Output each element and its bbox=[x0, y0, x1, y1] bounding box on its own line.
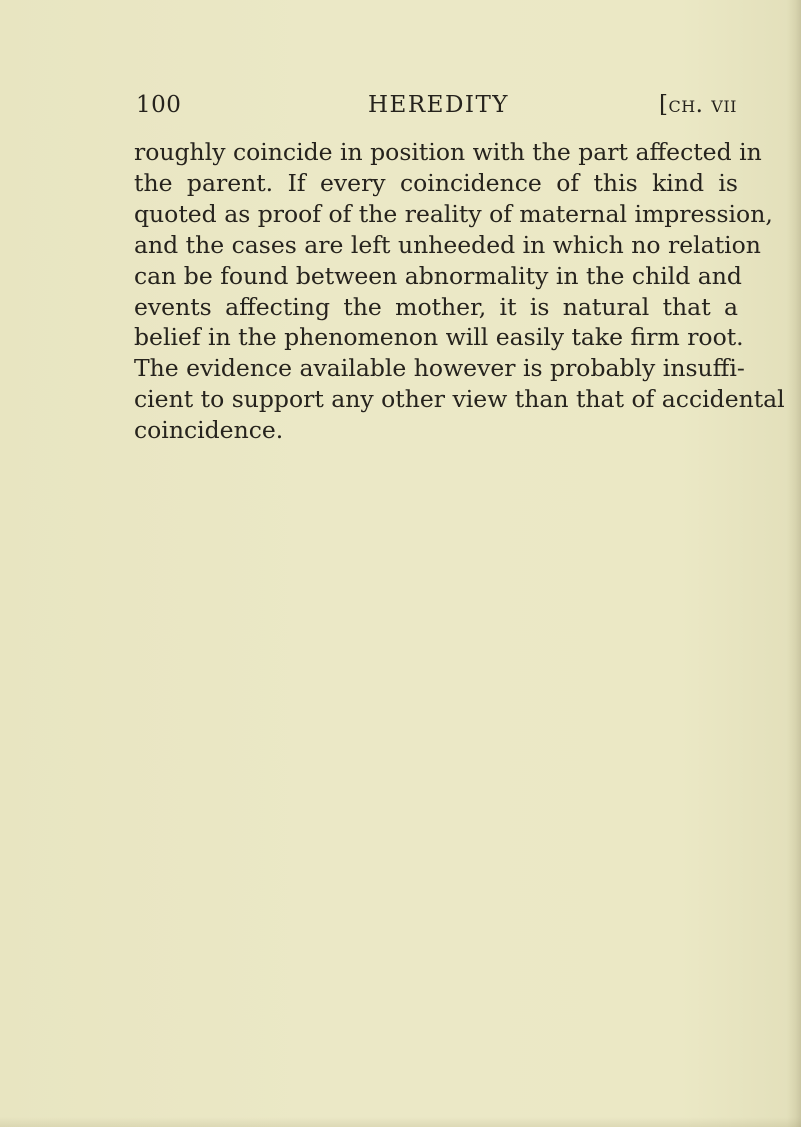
text-line: The evidence available however is probably insuffi- bbox=[134, 354, 745, 383]
text-line: belief in the phenomenon will easily take firm root. bbox=[134, 323, 744, 352]
text-line: the parent. If every coincidence of this kind is bbox=[134, 168, 738, 197]
text-line: can be found between abnormality in the child and bbox=[134, 261, 742, 290]
body-paragraph bbox=[134, 137, 785, 446]
text-line: quoted as proof of the reality of maternal impression, bbox=[134, 199, 773, 228]
chapter-reference: [ch. vii bbox=[659, 92, 737, 118]
page-number: 100 bbox=[136, 92, 182, 118]
page-bottom-edge-shadow bbox=[0, 1117, 801, 1127]
text-line: cient to support any other view than that of accidental bbox=[134, 385, 785, 414]
running-head bbox=[136, 88, 737, 122]
text-line: roughly coincide in position with the part affected in bbox=[134, 138, 762, 166]
page-right-edge-shadow bbox=[787, 0, 801, 1127]
running-title: HEREDITY bbox=[367, 92, 509, 118]
text-line: coincidence. bbox=[134, 416, 284, 445]
text-line: and the cases are left unheeded in which no relation bbox=[134, 230, 761, 259]
text-line: events affecting the mother, it is natural that a bbox=[134, 292, 738, 321]
